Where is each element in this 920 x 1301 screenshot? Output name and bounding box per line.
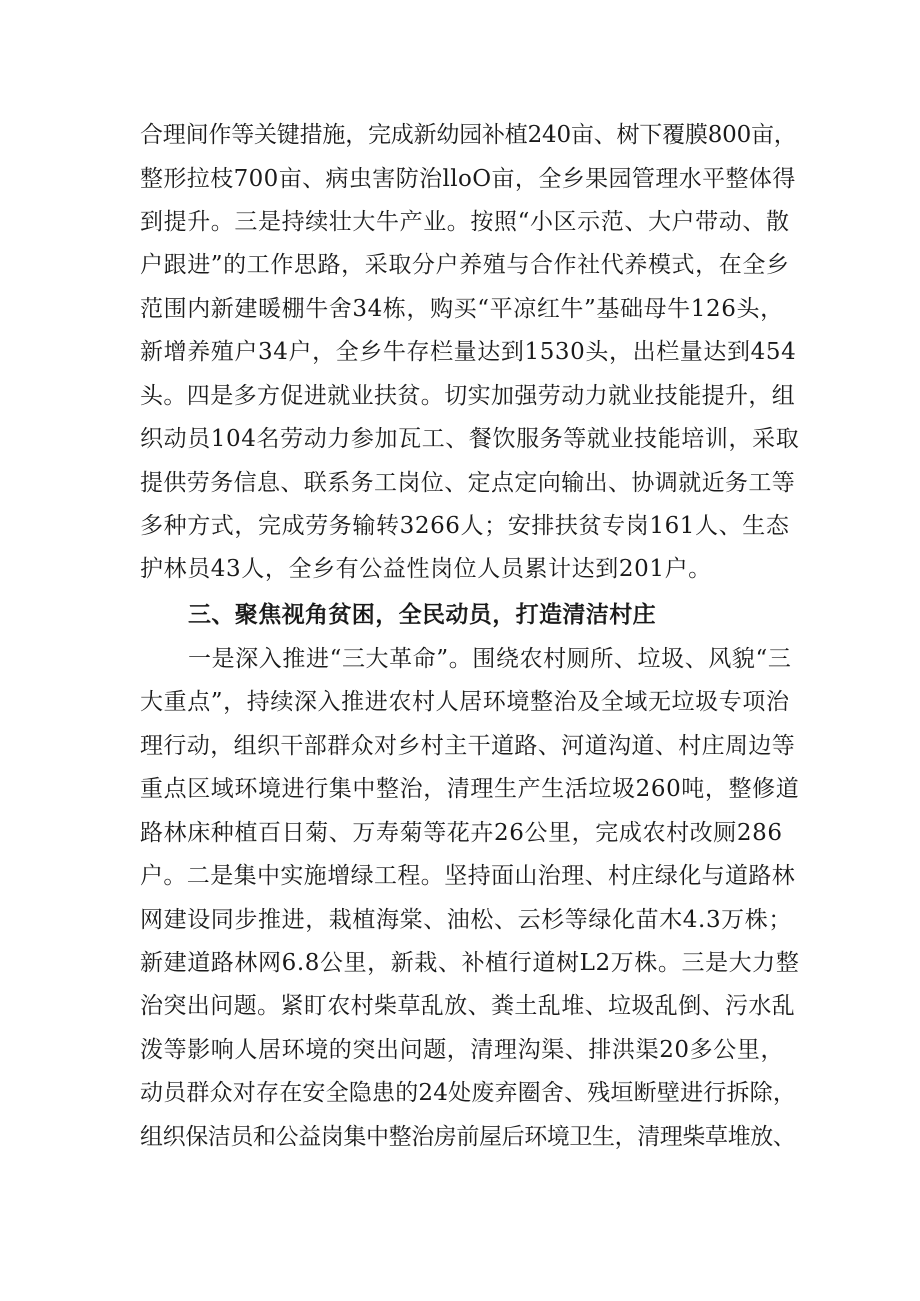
paragraph-line: 理行动，组织干部群众对乡村主干道路、河道沟道、村庄周边等	[140, 733, 796, 759]
paragraph-line: 到提升。三是持续壮大牛产业。按照“小区示范、大户带动、散	[140, 209, 790, 235]
paragraph-line: 动员群众对存在安全隐患的24处废弃圈舍、残垣断壁进行拆除，	[140, 1080, 797, 1106]
paragraph-line: 网建设同步推进，栽植海棠、油松、云杉等绿化苗木4.3万株；	[140, 907, 792, 933]
paragraph-line: 户。二是集中实施增绿工程。坚持面山治理、村庄绿化与道路林	[140, 863, 796, 889]
paragraph-line: 治突出问题。紧盯农村柴草乱放、粪土乱堆、垃圾乱倒、污水乱	[140, 993, 796, 1019]
paragraph-line: 新建道路林网6.8公里，新栽、补植行道树L2万株。三是大力整	[140, 950, 800, 976]
paragraph-line: 范围内新建暖棚牛舍34栋，购买“平凉红牛”基础母牛126头，	[140, 296, 784, 322]
paragraph-line: 泼等影响人居环境的突出问题，清理沟渠、排洪渠20多公里，	[140, 1037, 785, 1063]
paragraph-line: 合理间作等关键措施，完成新幼园补植240亩、树下覆膜800亩，	[140, 122, 797, 148]
paragraph-line: 织动员104名劳动力参加瓦工、餐饮服务等就业技能培训，采取	[140, 426, 800, 452]
paragraph-line: 大重点”，持续深入推进农村人居环境整治及全域无垃圾专项治	[140, 689, 790, 715]
paragraph-line: 多种方式，完成劳务输转3266人；安排扶贫专岗161人、生态	[140, 513, 790, 539]
paragraph-line: 新增养殖户34户，全乡牛存栏量达到1530头，出栏量达到454	[140, 339, 797, 365]
paragraph-line: 整形拉枝700亩、病虫害防治lloO亩，全乡果园管理水平整体得	[140, 166, 796, 192]
paragraph-line: 头。四是多方促进就业扶贫。切实加强劳动力就业技能提升，组	[140, 383, 796, 409]
paragraph-line: 组织保洁员和公益岗集中整治房前屋后环境卫生，清理柴草堆放、	[140, 1124, 796, 1150]
section-heading: 三、聚焦视角贫困，全民动员，打造清洁村庄	[188, 602, 656, 628]
paragraph-line: 提供劳务信息、联系务工岗位、定点定向输出、协调就近务工等	[140, 470, 796, 496]
paragraph-line: 重点区域环境进行集中整治，清理生产生活垃圾260吨，整修道	[140, 776, 800, 802]
paragraph-line: 一是深入推进“三大革命”。围绕农村厕所、垃圾、风貌“三	[188, 646, 792, 672]
paragraph-line: 护林员43人，全乡有公益性岗位人员累计达到201户。	[140, 556, 712, 582]
paragraph-line: 路林床种植百日菊、万寿菊等花卉26公里，完成农村改厕286	[140, 820, 783, 846]
paragraph-line: 户跟进”的工作思路，采取分户养殖与合作社代养模式，在全乡	[140, 252, 790, 278]
